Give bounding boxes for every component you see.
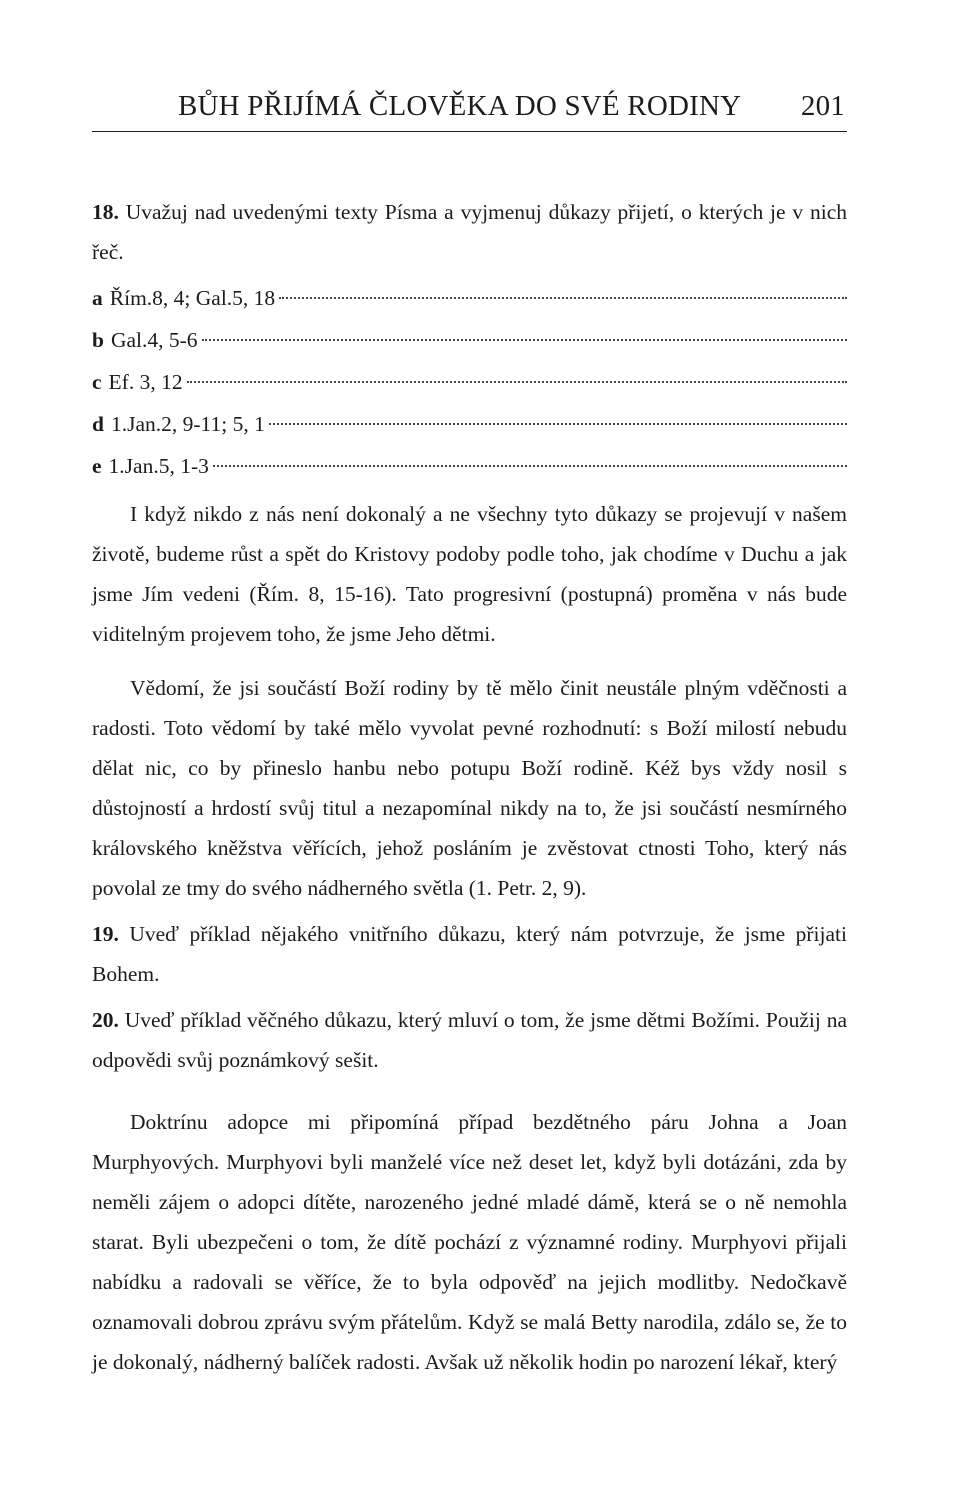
reference-letter: b xyxy=(92,328,104,352)
running-header xyxy=(92,92,847,132)
answer-dotted-line[interactable] xyxy=(213,465,847,467)
answer-dotted-line[interactable] xyxy=(279,297,847,299)
question-20-number: 20. xyxy=(92,1008,119,1032)
reference-line-a xyxy=(92,278,847,320)
reference-text: 1.Jan.2, 9-11; 5, 1 xyxy=(110,412,265,436)
reference-text: 1.Jan.5, 1-3 xyxy=(108,454,209,478)
reference-line-e xyxy=(92,446,847,488)
reference-text: Ef. 3, 12 xyxy=(108,370,183,394)
paragraph-progressive-change: I když nikdo z nás není dokonalý a ne všechny tyto důkazy se projevují v našem životě, budeme růst a spět do Kristovy podoby podle toho, jak chodíme v Duchu a jak jsme Jím vedeni (Řím. 8, 15-16). Tato progresivní (postupná) proměna v nás bude viditelným projevem toho, že jsme Jeho dětmi. xyxy=(92,502,847,646)
paragraph-murphy-story: Doktrínu adopce mi připomíná případ bezdětného páru Johna a Joan Murphyových. Murphyovi byli manželé více než deset let, když byli dotázáni, zda by neměli zájem o adopci dítěte, narozeného jedné mladé dámě, která se o ně nemohla starat. Byli ubezpečeni o tom, že dítě pochází z významné rodiny. Murphyovi přijali nabídku a radovali se věříce, že to byla odpověď na jejich modlitby. Nedočkavě oznamovali dobrou zprávu svým přátelům. Když se malá Betty narodila, zdálo se, že to je dokonalý, nádherný balíček radosti. Avšak už několik hodin po narození lékař, který xyxy=(92,1110,847,1374)
page-content xyxy=(92,192,847,1382)
paragraph-gods-family: Vědomí, že jsi součástí Boží rodiny by tě mělo činit neustále plným vděčnosti a radosti. Toto vědomí by také mělo vyvolat pevné rozhodnutí: s Boží milostí nebudu dělat nic, co by přineslo hanbu nebo potupu Boží rodině. Kéž bys vždy nosil s důstojností a hrdostí svůj titul a nezapomínal nikdy na to, že jsi součástí nesmírného královského kněžstva věřících, jehož posláním je zvěstovat ctnosti Toho, který nás povolal ze tmy do svého nádherného světla (1. Petr. 2, 9). xyxy=(92,676,847,900)
answer-dotted-line[interactable] xyxy=(187,381,847,383)
page-number: 201 xyxy=(800,90,845,122)
question-19 xyxy=(92,914,847,994)
reference-text: Řím.8, 4; Gal.5, 18 xyxy=(109,286,276,310)
question-20-text: Uveď příklad věčného důkazu, který mluví o tom, že jsme dětmi Božími. Použij na odpovědi svůj poznámkový sešit. xyxy=(92,1008,848,1072)
question-19-text: Uveď příklad nějakého vnitřního důkazu, který nám potvrzuje, že jsme přijati Bohem. xyxy=(92,922,847,986)
chapter-title: BŮH PŘIJÍMÁ ČLOVĚKA DO SVÉ RODINY xyxy=(178,90,742,122)
reference-line-d xyxy=(92,404,847,446)
reference-text: Gal.4, 5-6 xyxy=(110,328,198,352)
question-20 xyxy=(92,1000,847,1080)
reference-line-b xyxy=(92,320,847,362)
reference-line-c xyxy=(92,362,847,404)
question-18-number: 18. xyxy=(92,200,119,224)
book-page xyxy=(92,92,847,1382)
question-19-number: 19. xyxy=(92,922,119,946)
reference-letter: d xyxy=(92,412,104,436)
reference-letter: c xyxy=(92,370,102,394)
question-18-text: Uvažuj nad uvedenými texty Písma a vyjmenuj důkazy přijetí, o kterých je v nich řeč. xyxy=(92,200,848,264)
question-18 xyxy=(92,192,847,272)
reference-letter: a xyxy=(92,286,103,310)
answer-dotted-line[interactable] xyxy=(269,423,847,425)
reference-letter: e xyxy=(92,454,102,478)
answer-dotted-line[interactable] xyxy=(202,339,847,341)
